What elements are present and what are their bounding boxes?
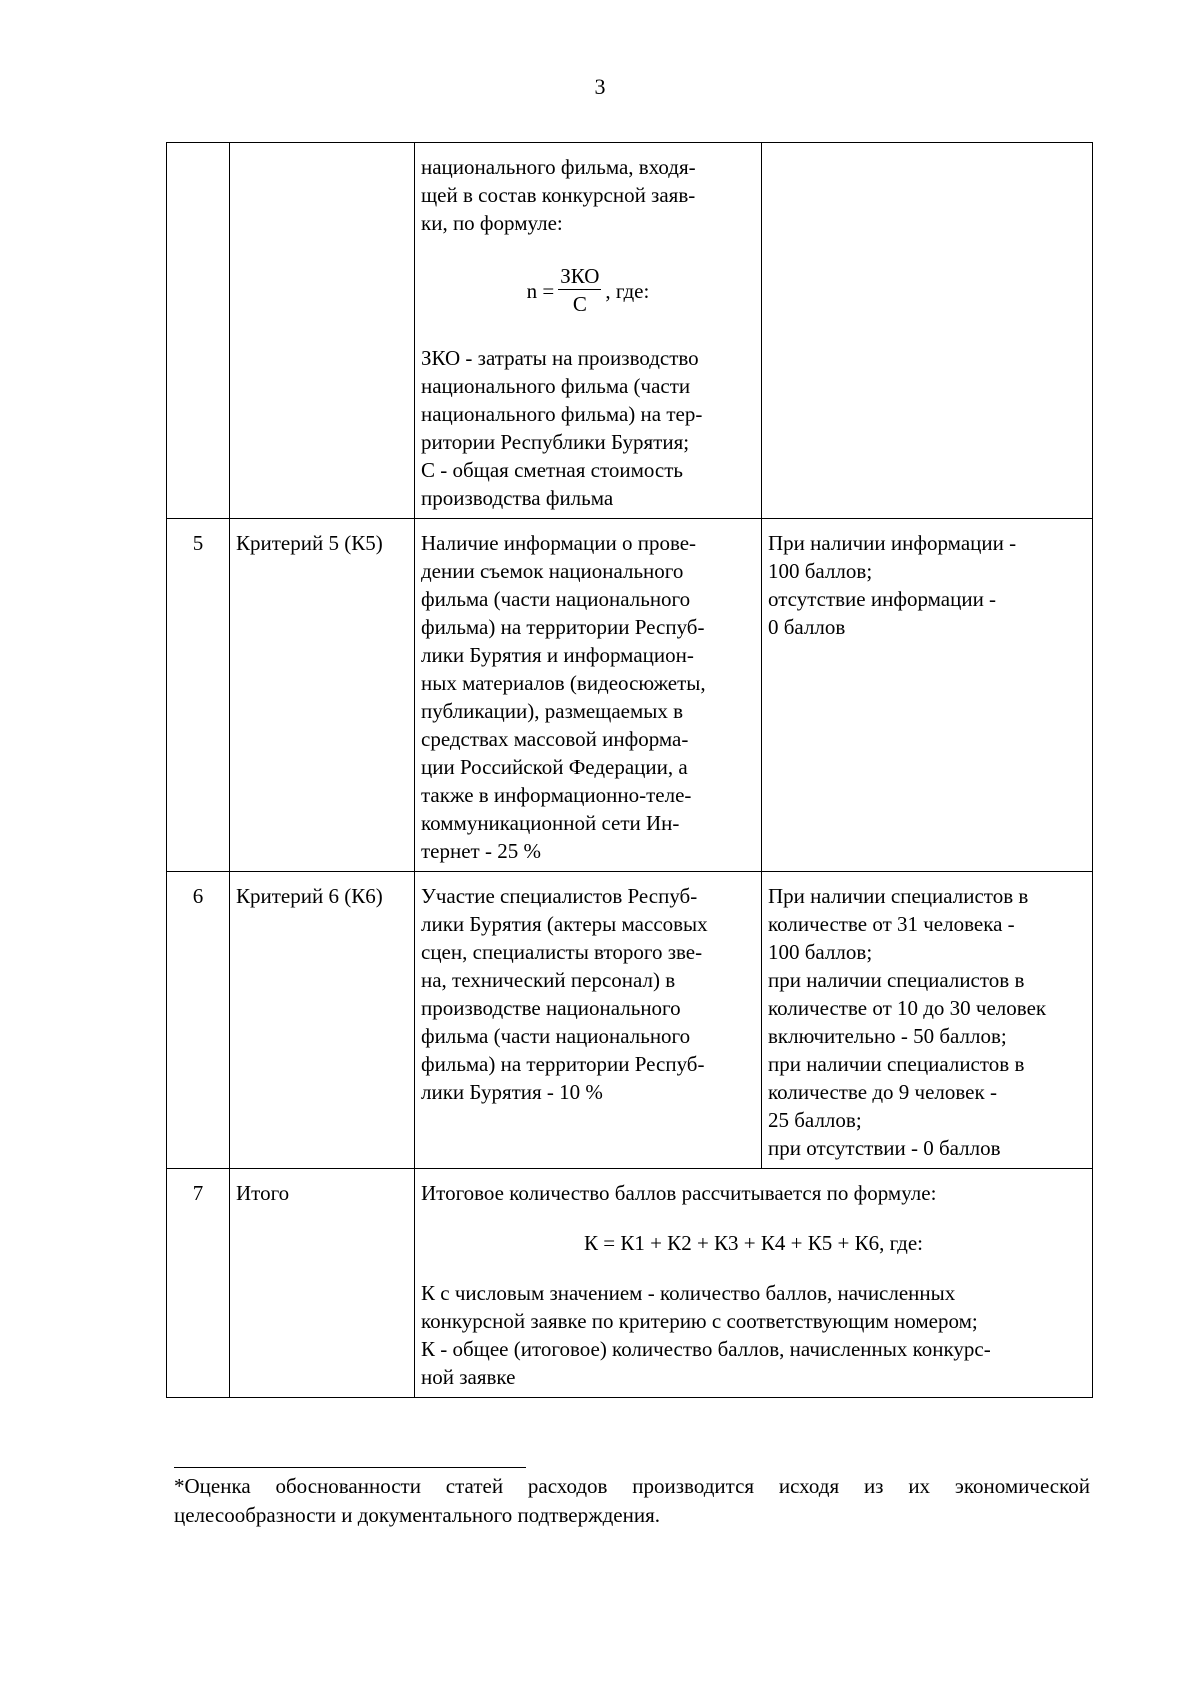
total-intro: Итоговое количество баллов рассчитывается по формуле: [421,1181,937,1205]
formula-fraction [558,263,601,318]
score-line: при наличии специалистов в [768,968,1025,992]
score-line: при наличии специалистов в [768,1052,1025,1076]
cell-total-description [415,1169,1093,1398]
legend-line: ной заявке [421,1365,516,1389]
desc-line: производстве национального [421,996,681,1020]
cell-score [762,519,1093,872]
score-line: 100 баллов; [768,559,873,583]
desc-line: лики Бурятия - 10 % [421,1080,603,1104]
desc-line: дении съемок национального [421,559,684,583]
desc-line: ции Российской Федерации, а [421,755,688,779]
legend-line: К с числовым значением - количество баллов, начисленных [421,1281,956,1305]
legend-line: К - общее (итоговое) количество баллов, начисленных конкурс- [421,1337,991,1361]
desc-line: фильма) на территории Респуб- [421,1052,705,1076]
score-line: количестве от 10 до 30 человек [768,996,1047,1020]
score-line: при отсутствии - 0 баллов [768,1136,1001,1160]
score-line: При наличии специалистов в [768,884,1029,908]
score-line: отсутствие информации - [768,587,997,611]
desc-line: национального фильма, входя- [421,155,696,179]
legend-line: ЗКО - затраты на производство [421,346,699,370]
score-line: 100 баллов; [768,940,873,964]
desc-line: фильма (части национального [421,1024,691,1048]
desc-line: ки, по формуле: [421,211,563,235]
table-row [167,872,1093,1169]
score-line: При наличии информации - [768,531,1017,555]
footnote [174,1472,1090,1530]
desc-line: фильма) на территории Респуб- [421,615,705,639]
formula-lhs: n = [526,278,555,303]
footnote-line: целесообразности и документального подтверждения. [174,1503,660,1527]
desc-line: коммуникационной сети Ин- [421,811,680,835]
score-line: 25 баллов; [768,1108,862,1132]
share-formula [421,263,755,318]
desc-line: фильма (части национального [421,587,691,611]
total-formula: К = К1 + К2 + К3 + К4 + К5 + К6, где: [583,1231,923,1255]
desc-line: на, технический персонал) в [421,968,676,992]
criteria-table [166,142,1093,1398]
desc-line: лики Бурятия (актеры массовых [421,912,708,936]
score-line: количестве от 31 человека - [768,912,1015,936]
legend-line: производства фильма [421,486,614,510]
desc-line: лики Бурятия и информацион- [421,643,694,667]
cell-score [762,872,1093,1169]
cell-description [415,872,762,1169]
table-row [167,143,1093,519]
cell-description [415,519,762,872]
cell-description [415,143,762,519]
legend-line: национального фильма (части [421,374,691,398]
legend-line: национального фильма) на тер- [421,402,703,426]
cell-score [762,143,1093,519]
table-row [167,519,1093,872]
footnote-line: *Оценка обоснованности статей расходов производится исходя из их экономической [174,1474,1090,1498]
formula-numerator: ЗКО [560,264,600,288]
cell-number: 6 [167,872,230,1169]
cell-criterion: Критерий 6 (К6) [230,872,415,1169]
table-row [167,1169,1093,1398]
desc-line: публикации), размещаемых в [421,699,684,723]
cell-criterion [230,143,415,519]
legend-line: конкурсной заявке по критерию с соответствующим номером; [421,1309,978,1333]
footnote-separator [174,1467,526,1468]
cell-number [167,143,230,519]
desc-line: Наличие информации о прове- [421,531,697,555]
cell-number: 7 [167,1169,230,1398]
desc-line: ных материалов (видеосюжеты, [421,671,706,695]
cell-criterion: Итого [230,1169,415,1398]
desc-line: тернет - 25 % [421,839,541,863]
score-line: количестве до 9 человек - [768,1080,997,1104]
desc-line: сцен, специалисты второго зве- [421,940,703,964]
desc-line: средствах массовой информа- [421,727,689,751]
score-line: включительно - 50 баллов; [768,1024,1007,1048]
score-line: 0 баллов [768,615,846,639]
formula-suffix: , где: [605,278,650,303]
page-number: 3 [594,74,606,99]
desc-line: Участие специалистов Респуб- [421,884,698,908]
desc-line: также в информационно-теле- [421,783,692,807]
legend-line: ритории Республики Бурятия; [421,430,690,454]
formula-denominator: С [572,292,587,316]
legend-line: С - общая сметная стоимость [421,458,684,482]
cell-number: 5 [167,519,230,872]
cell-criterion: Критерий 5 (К5) [230,519,415,872]
desc-line: щей в состав конкурсной заяв- [421,183,696,207]
